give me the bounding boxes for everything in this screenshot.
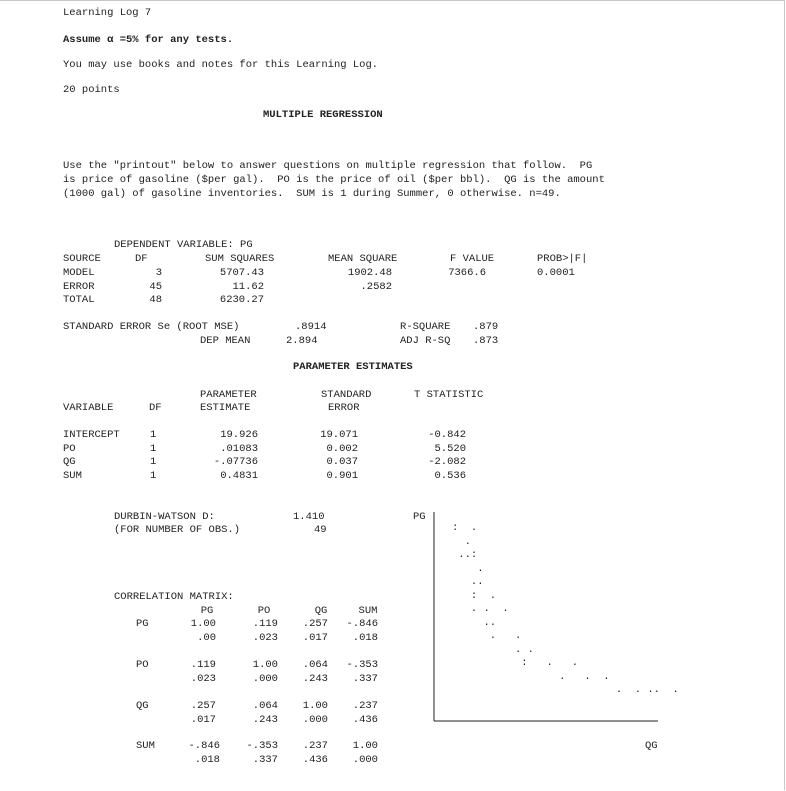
adjrsq-label: ADJ R-SQ — [400, 335, 451, 347]
anova-header-p: PROB>|F| — [537, 253, 588, 265]
corr-p: .018 — [352, 632, 378, 644]
dw-obs-value: 49 — [314, 524, 327, 536]
param-variable: PO — [63, 443, 76, 455]
anova-f: 7366.6 — [448, 267, 486, 279]
corr-r: .237 — [352, 700, 378, 712]
rsq-value: .879 — [473, 321, 499, 333]
anova-ss: 5707.43 — [219, 267, 264, 279]
param-se: 19.071 — [320, 429, 358, 441]
corr-r: .119 — [190, 659, 216, 671]
dw-obs-label: (FOR NUMBER OF OBS.) — [114, 524, 241, 536]
scatter-row: .. — [452, 576, 484, 588]
anova-source: MODEL — [63, 267, 95, 279]
scatter-row: : . . — [452, 657, 579, 669]
corr-r: .257 — [190, 700, 216, 712]
param-header-se2: ERROR — [328, 402, 360, 414]
param-estimate: .01083 — [220, 443, 258, 455]
param-variable: QG — [63, 456, 76, 468]
corr-row-name: SUM — [136, 740, 155, 752]
param-t: 0.536 — [434, 470, 466, 482]
scatter-x-label: QG — [645, 740, 658, 752]
param-t: -2.082 — [428, 456, 466, 468]
corr-r: -.353 — [246, 740, 278, 752]
anova-header-df: DF — [135, 253, 148, 265]
corr-p: .243 — [302, 673, 328, 685]
se-label: STANDARD ERROR Se (ROOT MSE) — [63, 321, 240, 333]
books-note: You may use books and notes for this Learning Log. — [63, 59, 379, 71]
anova-ms: 1902.48 — [347, 267, 392, 279]
corr-r: .064 — [252, 700, 278, 712]
corr-p: .017 — [302, 632, 328, 644]
scatter-y-label: PG — [413, 511, 426, 523]
dw-value: 1.410 — [293, 511, 325, 523]
anova-header-source: SOURCE — [63, 253, 101, 265]
corr-title: CORRELATION MATRIX: — [114, 591, 234, 603]
scatter-row: . . — [452, 643, 534, 656]
param-estimate: 0.4831 — [220, 470, 258, 482]
corr-p: .00 — [197, 632, 216, 644]
param-se: 0.002 — [326, 443, 358, 455]
corr-col-header: QG — [314, 605, 328, 617]
anova-df: 3 — [155, 267, 162, 279]
corr-r: 1.00 — [252, 659, 278, 671]
param-header-variable: VARIABLE — [63, 402, 114, 414]
corr-p: .023 — [190, 673, 216, 685]
corr-r: 1.00 — [302, 700, 328, 712]
corr-p: .000 — [302, 714, 328, 726]
adjrsq-value: .873 — [473, 335, 499, 347]
log-title: Learning Log 7 — [63, 7, 152, 19]
corr-r: .119 — [252, 618, 278, 630]
corr-p: .017 — [190, 714, 216, 726]
anova-df: 48 — [149, 294, 162, 306]
corr-r: .064 — [302, 659, 328, 671]
param-estimate: 19.926 — [220, 429, 258, 441]
intro-line-2: is price of gasoline ($per gal). PO is the price of oil ($per bbl). QG is the amount — [63, 174, 605, 186]
rsq-label: R-SQUARE — [400, 321, 451, 333]
corr-p: .436 — [302, 754, 328, 766]
corr-row-name: PO — [136, 659, 149, 671]
scatter-row: . — [452, 562, 484, 575]
anova-source: ERROR — [63, 281, 95, 293]
corr-p: .243 — [252, 714, 278, 726]
scatter-row: . . .. . — [452, 684, 679, 696]
param-df: 1 — [150, 429, 157, 441]
section-title: MULTIPLE REGRESSION — [263, 109, 383, 121]
anova-ss: 6230.27 — [219, 294, 264, 306]
anova-ss: 11.62 — [232, 281, 264, 293]
scatter-row: : . — [452, 589, 497, 602]
corr-r: .257 — [302, 618, 328, 630]
anova-header-ss: SUM SQUARES — [205, 253, 275, 265]
anova-ms: .2582 — [360, 281, 392, 293]
alpha-note: Assume α =5% for any tests. — [63, 34, 234, 46]
corr-r: -.846 — [188, 740, 220, 752]
scatter-row: . . — [452, 630, 522, 642]
corr-col-header: PG — [200, 605, 214, 617]
scatter-row: . . . — [452, 670, 610, 683]
param-header-est2: ESTIMATE — [200, 402, 251, 414]
param-df: 1 — [150, 456, 157, 468]
points: 20 points — [63, 84, 120, 96]
corr-row-name: QG — [136, 700, 149, 712]
corr-p: .337 — [252, 754, 278, 766]
param-header-est1: PARAMETER — [200, 389, 257, 401]
corr-r: 1.00 — [190, 618, 216, 630]
param-t: 5.520 — [434, 443, 466, 455]
param-df: 1 — [150, 470, 157, 482]
intro-line-1: Use the "printout" below to answer questions on multiple regression that follow. PG — [63, 160, 593, 172]
corr-row-name: PG — [136, 618, 149, 630]
intro-line-3: (1000 gal) of gasoline inventories. SUM is 1 during Summer, 0 otherwise. n=49. — [63, 188, 561, 200]
scatter-row: . . . — [452, 603, 509, 615]
param-variable: INTERCEPT — [63, 429, 120, 441]
param-header-df: DF — [149, 402, 162, 414]
scatter-points — [452, 522, 679, 698]
param-header-t: T STATISTIC — [414, 389, 484, 401]
dw-label: DURBIN-WATSON D: — [114, 511, 215, 523]
param-header-se1: STANDARD — [321, 389, 372, 401]
anova-df: 45 — [149, 281, 162, 293]
dep-mean-label: DEP MEAN — [200, 335, 251, 347]
corr-col-header: PO — [257, 605, 271, 617]
corr-col-header: SUM — [358, 605, 378, 617]
anova-header-f: F VALUE — [450, 253, 495, 265]
param-t: -0.842 — [428, 429, 466, 441]
scatter-row: ..: — [452, 549, 478, 561]
scatter-row: . — [452, 535, 471, 548]
corr-r: .237 — [302, 740, 328, 752]
param-df: 1 — [150, 443, 157, 455]
corr-p: .018 — [194, 754, 220, 766]
anova-p: 0.0001 — [537, 267, 575, 279]
corr-r: -.353 — [346, 659, 378, 671]
corr-p: .337 — [352, 673, 378, 685]
param-estimate: -.07736 — [213, 456, 258, 468]
param-se: 0.037 — [326, 456, 358, 468]
param-variable: SUM — [63, 470, 82, 482]
param-se: 0.901 — [326, 470, 358, 482]
dependent-variable: DEPENDENT VARIABLE: PG — [114, 239, 253, 251]
corr-p: .000 — [352, 754, 378, 766]
corr-r: 1.00 — [352, 740, 378, 752]
dep-mean-value: 2.894 — [286, 335, 318, 347]
corr-r: -.846 — [346, 618, 378, 630]
corr-p: .023 — [252, 632, 278, 644]
corr-p: .436 — [352, 714, 378, 726]
scatter-row: : . — [452, 522, 478, 534]
param-title: PARAMETER ESTIMATES — [293, 361, 413, 373]
scatter-row: .. — [452, 616, 497, 629]
anova-source: TOTAL — [63, 294, 95, 306]
corr-p: .000 — [252, 673, 278, 685]
se-value: .8914 — [295, 321, 327, 333]
anova-header-ms: MEAN SQUARE — [328, 253, 398, 265]
